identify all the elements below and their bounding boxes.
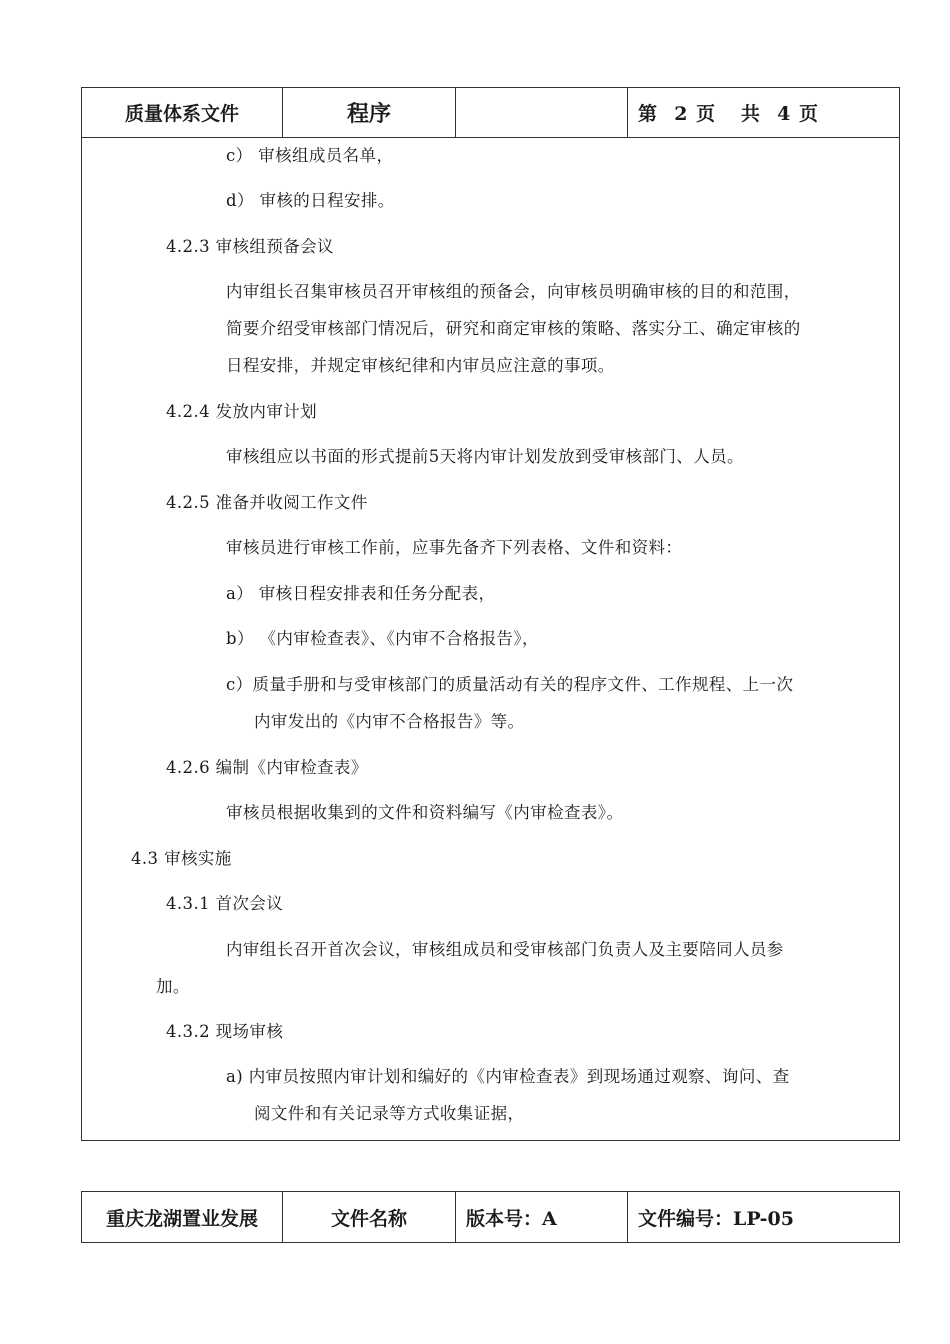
list-item-c-continued: 内审发出的《内审不合格报告》等。 (254, 712, 525, 731)
paragraph-line: 加。 (156, 977, 190, 996)
list-item-a-continued: 阅文件和有关记录等方式收集证据， (254, 1104, 525, 1123)
header-table (81, 87, 900, 138)
list-item-a: a） 审核日程安排表和任务分配表， (226, 584, 496, 603)
header-page-info: 第 2 页 共 4 页 (638, 103, 818, 125)
header-blank-cell (456, 88, 628, 137)
section-heading-4-2-5: 4.2.5 准备并收阅工作文件 (166, 493, 368, 512)
list-item-c: c）质量手册和与受审核部门的质量活动有关的程序文件、工作规程、上一次 (226, 675, 794, 694)
list-item-c-members: c） 审核组成员名单， (226, 146, 394, 165)
section-heading-4-2-3: 4.2.3 审核组预备会议 (166, 237, 334, 256)
section-heading-4-2-4: 4.2.4 发放内审计划 (166, 402, 318, 421)
section-heading-4-3: 4.3 审核实施 (131, 849, 232, 868)
paragraph-line: 内审组长召开首次会议，审核组成员和受审核部门负责人及主要陪同人员参 (226, 940, 784, 959)
section-heading-4-3-1: 4.3.1 首次会议 (166, 894, 284, 913)
footer-company: 重庆龙湖置业发展 (82, 1192, 283, 1242)
footer-version: 版本号：A (456, 1192, 628, 1242)
section-heading-4-2-6: 4.2.6 编制《内审检查表》 (166, 758, 368, 777)
section-heading-4-3-2: 4.3.2 现场审核 (166, 1022, 284, 1041)
footer-file-no: 文件编号：LP-05 (638, 1207, 794, 1230)
header-doc-type: 质量体系文件 (82, 88, 283, 137)
footer-table (81, 1191, 900, 1243)
paragraph-line: 简要介绍受审核部门情况后，研究和商定审核的策略、落实分工、确定审核的 (226, 319, 801, 338)
paragraph-line: 日程安排，并规定审核纪律和内审员应注意的事项。 (226, 356, 615, 375)
paragraph-line: 审核组应以书面的形式提前5天将内审计划发放到受审核部门、人员。 (226, 447, 744, 466)
list-item-d-schedule: d） 审核的日程安排。 (226, 191, 395, 210)
paragraph-line: 审核员根据收集到的文件和资料编写《内审检查表》。 (226, 803, 624, 822)
paragraph-line: 审核员进行审核工作前，应事先备齐下列表格、文件和资料： (226, 538, 683, 557)
footer-file-name: 文件名称 (283, 1192, 456, 1242)
header-category: 程序 (283, 88, 456, 137)
list-item-b: b） 《内审检查表》、《内审不合格报告》， (226, 629, 539, 648)
paragraph-line: 内审组长召集审核员召开审核组的预备会，向审核员明确审核的目的和范围， (226, 282, 801, 301)
list-item-a: a) 内审员按照内审计划和编好的《内审检查表》到现场通过观察、询问、查 (226, 1067, 790, 1086)
